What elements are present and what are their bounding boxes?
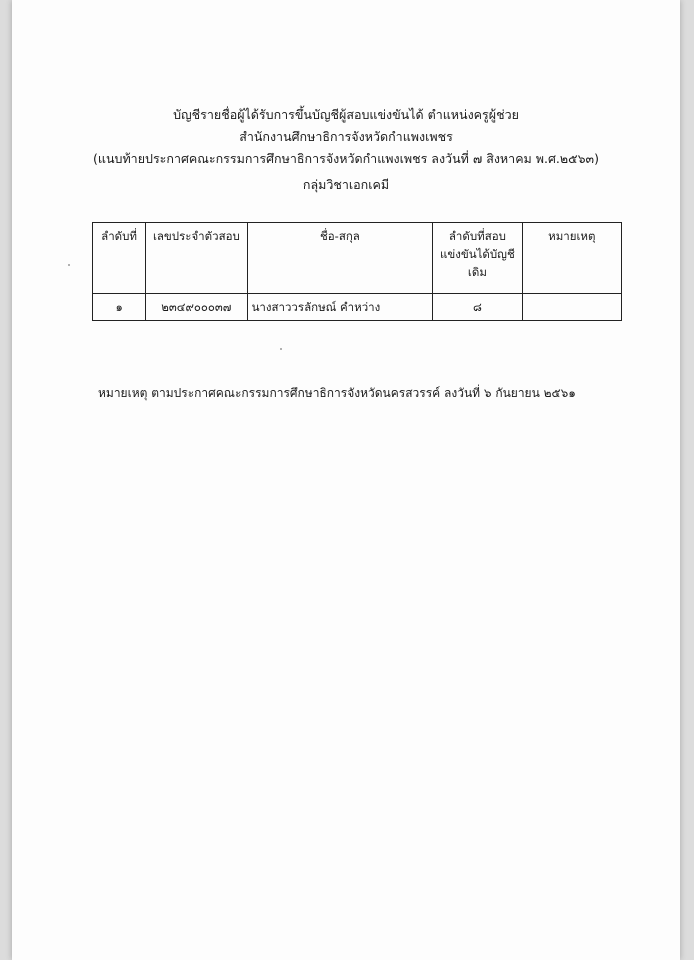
scan-speck — [68, 264, 70, 266]
footnote: หมายเหตุ ตามประกาศคณะกรรมการศึกษาธิการจังหวัดนครสวรรค์ ลงวันที่ ๖ กันยายน ๒๕๖๑ — [98, 386, 576, 400]
cell-name: นางสาววรลักษณ์ คำหว่าง — [247, 294, 433, 321]
header-title: บัญชีรายชื่อผู้ได้รับการขึ้นบัญชีผู้สอบแข่งขันได้ ตำแหน่งครูผู้ช่วย — [173, 107, 519, 122]
table-header-row — [93, 223, 622, 294]
document-header — [12, 104, 680, 196]
col-header-remark: หมายเหตุ — [522, 223, 621, 294]
table-row — [93, 294, 622, 321]
candidate-table — [92, 222, 622, 321]
cell-no: ๑ — [93, 294, 146, 321]
scan-speck — [280, 348, 282, 350]
col-header-exam-id: เลขประจำตัวสอบ — [146, 223, 247, 294]
header-subject-group: กลุ่มวิชาเอกเคมี — [302, 177, 390, 192]
cell-orig-rank: ๘ — [433, 294, 522, 321]
header-office: สำนักงานศึกษาธิการจังหวัดกำแพงเพชร — [239, 129, 453, 144]
cell-exam-id: ๒๓๔๙๐๐๐๓๗ — [146, 294, 247, 321]
document-page — [12, 0, 680, 960]
header-attachment-note: (แนบท้ายประกาศคณะกรรมการศึกษาธิการจังหวัดกำแพงเพชร ลงวันที่ ๗ สิงหาคม พ.ศ.๒๕๖๓) — [93, 151, 599, 166]
cell-remark — [522, 294, 621, 321]
col-header-no: ลำดับที่ — [93, 223, 146, 294]
col-header-orig-rank: ลำดับที่สอบแข่งขันได้บัญชีเดิม — [433, 223, 522, 294]
col-header-name: ชื่อ-สกุล — [247, 223, 433, 294]
